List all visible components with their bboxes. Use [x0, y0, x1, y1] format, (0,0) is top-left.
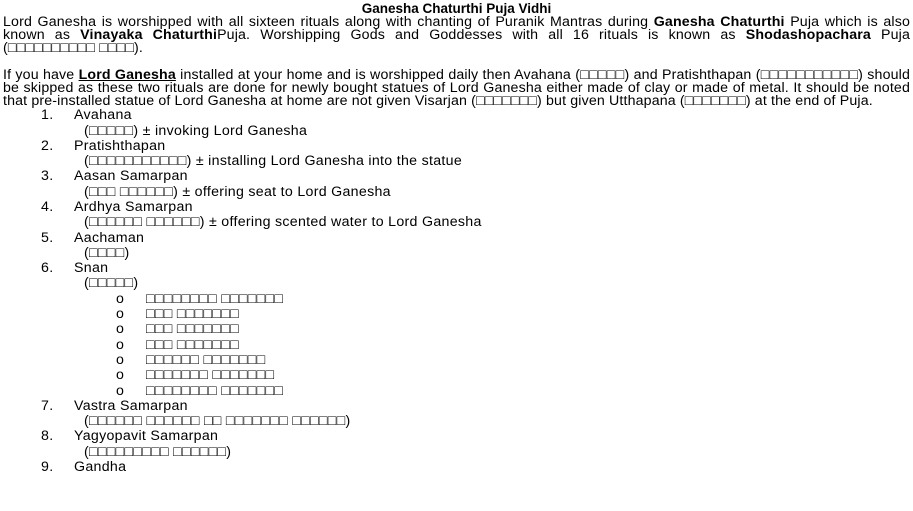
list-item: o □□□ □□□□□□□	[3, 307, 910, 322]
list-item: 4. Ardhya Samarpan	[41, 199, 193, 215]
step-name: Pratishthapan	[74, 137, 166, 154]
step-name: Vastra Samarpan	[74, 397, 188, 414]
step-name: Aachaman	[74, 229, 145, 246]
step-name: Ardhya Samarpan	[74, 199, 193, 215]
list-item: o □□□□□□□□ □□□□□□□	[3, 292, 910, 307]
step-name: Snan	[74, 260, 109, 277]
bold-term-shodashopachara: Shodashopachara	[745, 27, 871, 44]
step-description: (□□□□□□□□□ □□□□□□)	[84, 443, 232, 460]
list-item: 2. Pratishthapan	[41, 137, 166, 154]
step-name: Avahana	[74, 107, 132, 124]
step-name: Aasan Samarpan	[74, 168, 188, 185]
intro-paragraph-2	[3, 66, 910, 110]
step-name: Gandha	[74, 459, 127, 476]
list-item: 1. Avahana	[41, 107, 132, 124]
step-description: (□□□□□□ □□□□□□ □□ □□□□□□□ □□□□□□)	[84, 413, 351, 430]
intro-text: If you have	[3, 66, 79, 83]
step-description: (□□□□)	[84, 244, 130, 261]
list-item: 5. Aachaman	[41, 229, 145, 246]
list-item: o □□□□□□ □□□□□□□	[3, 353, 910, 368]
list-item: 8. Yagyopavit Samarpan	[41, 428, 219, 445]
step-description: (□□□□□□ □□□□□□) ± offering scented water to Lord Ganesha	[84, 214, 482, 231]
intro-text: installed at your home and is worshipped daily then Avahana (□□□□□) and Pratishthapan (□□□□□□□□□□□) should be skipped as these two rituals are done for newly bought statues of Lord Ganesha either made of clay or made of metal. It should be noted that pre-installed statue of Lord Ganesha at home are not given Visarjan (□□□□□□□) but given Utthapana (□□□□□□□) at the end of Puja.	[3, 66, 910, 110]
list-item: o □□□ □□□□□□□	[3, 338, 910, 353]
intro-text: Puja (□□□□□□□□□□ □□□□).	[3, 27, 911, 57]
step-description: (□□□□□) ± invoking Lord Ganesha	[84, 122, 308, 139]
lord-ganesha-link[interactable]: Lord Ganesha	[78, 66, 176, 83]
step-description: (□□□ □□□□□□) ± offering seat to Lord Ganesha	[84, 183, 391, 200]
intro-paragraph-1	[3, 16, 910, 56]
list-item: o □□□□□□□□ □□□□□□□	[3, 384, 910, 399]
intro-text: Puja. Worshipping Gods and Goddesses with all 16 rituals is known as	[217, 27, 746, 44]
list-item: o □□□□□□□ □□□□□□□	[3, 368, 910, 383]
snan-sub-list	[3, 292, 910, 399]
step-description: (□□□□□□□□□□□) ± installing Lord Ganesha into the statue	[84, 153, 463, 170]
bold-term-vinayaka-chaturthi: Vinayaka Chaturthi	[80, 27, 218, 44]
list-item: 9. Gandha	[41, 459, 127, 476]
list-item: 3. Aasan Samarpan	[41, 168, 188, 185]
intro-text: Puja which is also known as	[3, 14, 910, 44]
intro-text: Lord Ganesha is worshipped with all sixteen rituals along with chanting of Puranik Mantras during	[3, 14, 654, 30]
step-description: (□□□□□)	[84, 275, 139, 292]
list-item: 6. Snan	[41, 260, 109, 277]
list-item: 7. Vastra Samarpan	[41, 397, 188, 414]
step-name: Yagyopavit Samarpan	[74, 428, 219, 445]
list-item: o □□□ □□□□□□□	[3, 322, 910, 337]
puja-steps-list	[3, 108, 910, 475]
bold-term-ganesha-chaturthi: Ganesha Chaturthi	[653, 14, 785, 30]
page-title: Ganesha Chaturthi Puja Vidhi	[361, 1, 552, 16]
